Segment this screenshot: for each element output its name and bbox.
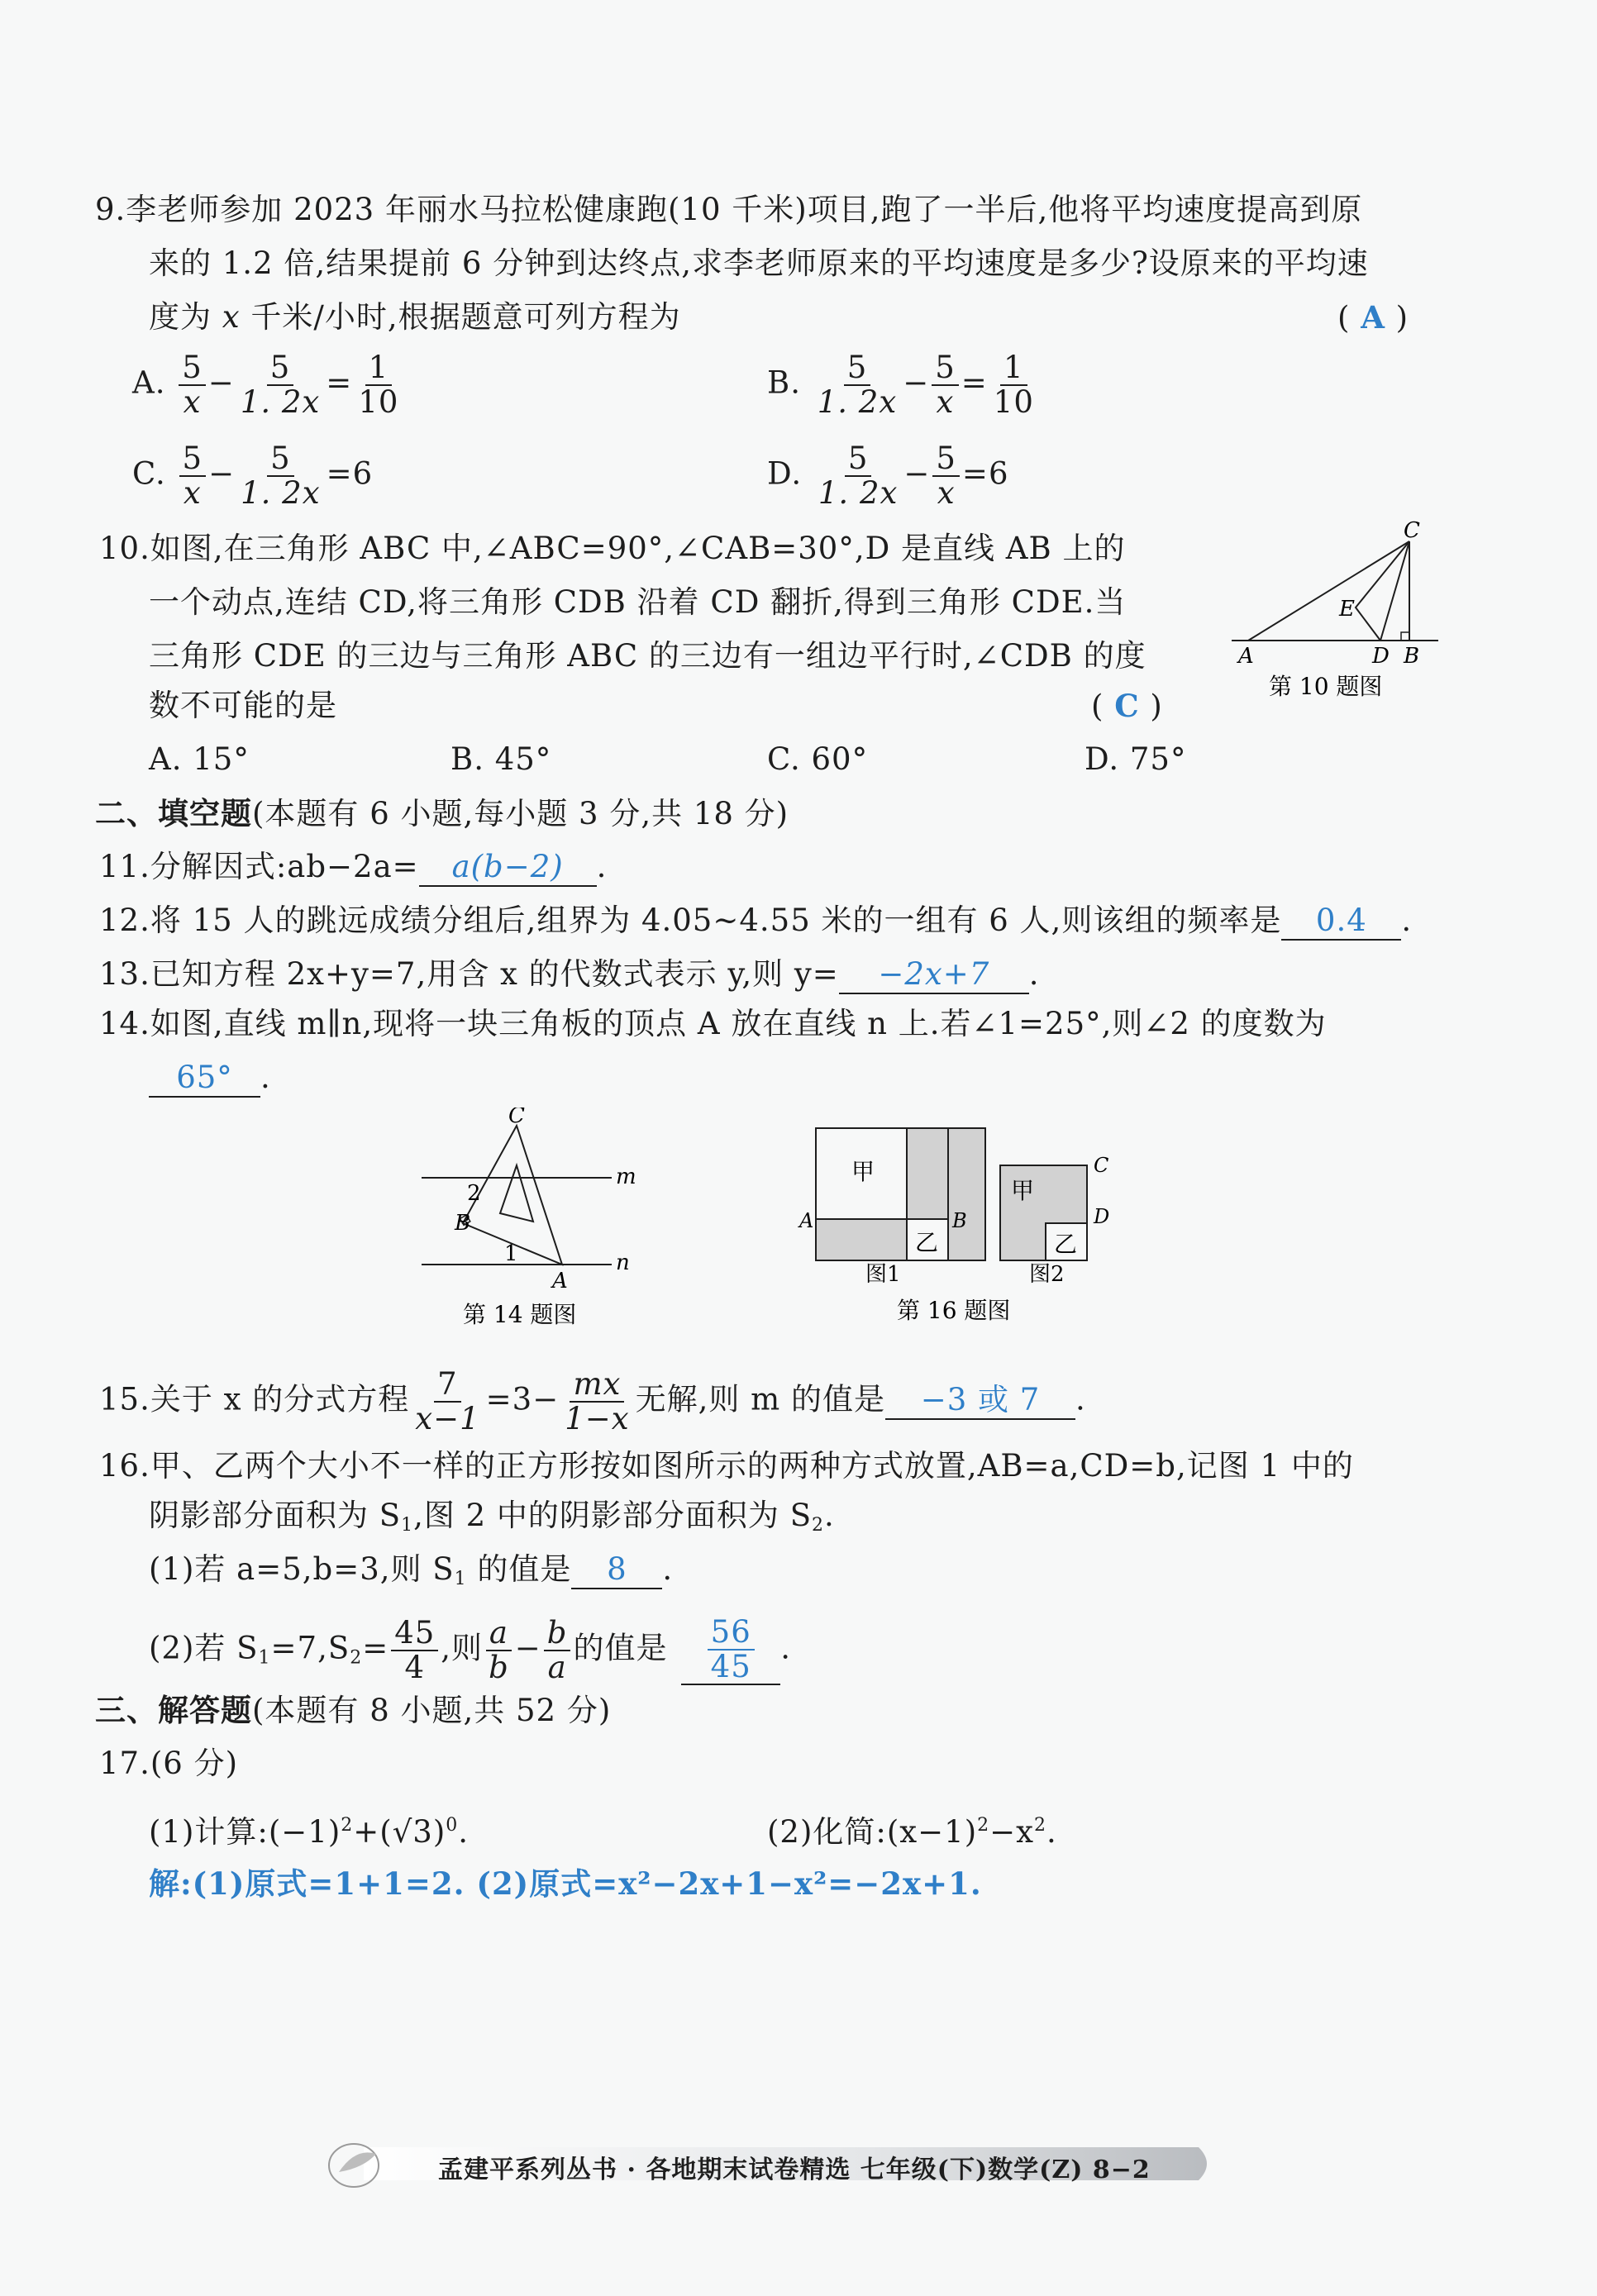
q10-label-a: A xyxy=(1238,644,1254,669)
q10-answer-paren: ( C ) xyxy=(1091,688,1163,724)
q9-line2: 来的 1.2 倍,结果提前 6 分钟到达终点,求李老师原来的平均速度是多少?设原来的平均速 xyxy=(149,245,1369,281)
q14-label-1: 1 xyxy=(504,1241,518,1266)
q9-answer: A xyxy=(1361,299,1385,336)
q14-label-b: B xyxy=(455,1211,471,1236)
q15: 15.关于 x 的分式方程 $\frac{7}{x-1}$ =3− $\frac{mx}{1-x}$ 无解,则 m 的值是 −3 或 7 . xyxy=(99,1366,1086,1436)
q9-line3: 度为 x 千米/小时,根据题意可列方程为 xyxy=(149,299,681,335)
q17-part2: (2)化简$:(x-1)^2-x^2$. xyxy=(767,1814,1057,1850)
q10-option-d: D. 75° xyxy=(1085,741,1187,777)
q10-option-c: C. 60° xyxy=(767,741,869,777)
q10-label-c: C xyxy=(1404,521,1420,543)
q16-figure xyxy=(789,1120,1137,1335)
q14-line1: 14.如图,直线 m∥n,现将一块三角板的顶点 A 放在直线 n 上.若∠1=25°,则∠2 的度数为 xyxy=(99,1006,1327,1041)
q14-answer: 65° xyxy=(149,1060,260,1098)
footer-text: 孟建平系列丛书 · 各地期末试卷精选 七年级(下)数学(Z) 8−2 xyxy=(438,2155,1151,2184)
q11-answer: a(b−2) xyxy=(419,849,597,887)
q16-label-a: A xyxy=(799,1209,814,1232)
q16-part2-answer: $\frac{56}{45}$ xyxy=(681,1616,780,1685)
q10-line2: 一个动点,连结 CD,将三角形 CDB 沿着 CD 翻折,得到三角形 CDE.当 xyxy=(149,584,1127,620)
q13-answer: −2x+7 xyxy=(839,956,1029,994)
q16-label-d: D xyxy=(1094,1205,1110,1228)
q16-fig1-caption: 图1 xyxy=(865,1262,901,1287)
q14-label-m: m xyxy=(616,1165,636,1189)
q9-answer-paren: ( A ) xyxy=(1337,299,1409,336)
q14-label-a: A xyxy=(552,1269,568,1293)
q9-option-c: C. $\frac{5}{x}$ − $\frac{5}{1. 2x}$ =6 xyxy=(132,441,374,511)
q14-figure xyxy=(413,1108,661,1331)
q16-label-c: C xyxy=(1094,1154,1109,1177)
q16-part1: (1)若 a=5,b=3,则 $S_1$ 的值是 8 . xyxy=(149,1551,674,1589)
q17-solution: 解:(1)原式=1+1=2. (2)原式=x²−2x+1−x²=−2x+1. xyxy=(149,1865,982,1902)
q9-option-b: B. $\frac{5}{1. 2x}$ − $\frac{5}{x}$ = $\frac{1}{10}$ xyxy=(767,350,1034,420)
q9-option-a: A. $\frac{5}{x}$ − $\frac{5}{1. 2x}$ = $\frac{1}{10}$ xyxy=(132,350,399,420)
q16-figure-caption: 第 16 题图 xyxy=(897,1297,1011,1324)
q16-label-b: B xyxy=(952,1209,967,1232)
q17-head: 17.(6 分) xyxy=(99,1746,239,1781)
q10-figure-caption: 第 10 题图 xyxy=(1269,673,1383,700)
q10-line4: 数不可能的是 xyxy=(149,688,337,723)
q9-option-d: D. $\frac{5}{1. 2x}$ − $\frac{5}{x}$ =6 xyxy=(767,441,1009,511)
q16-part1-answer: 8 xyxy=(571,1551,662,1589)
q10-label-b: B xyxy=(1404,644,1420,669)
q14-figure-caption: 第 14 题图 xyxy=(463,1301,577,1328)
q9-line1: 9.李老师参加 2023 年丽水马拉松健康跑(10 千米)项目,跑了一半后,他将平均速度提高到原 xyxy=(95,192,1363,227)
q14-label-c: C xyxy=(508,1108,525,1128)
section2-header: 二、填空题(本题有 6 小题,每小题 3 分,共 18 分) xyxy=(95,795,789,831)
q14-label-n: n xyxy=(616,1250,630,1275)
q16-fig1-jia: 甲 xyxy=(851,1158,875,1185)
q10-option-a: A. 15° xyxy=(149,741,250,777)
q16-fig2-yi: 乙 xyxy=(1054,1231,1078,1258)
q16-line2: 阴影部分面积为 $S_1$,图 2 中的阴影部分面积为 $S_2$. xyxy=(149,1498,835,1536)
q10-answer: C xyxy=(1114,688,1140,724)
q16-fig2-jia: 甲 xyxy=(1011,1177,1035,1204)
q10-option-b: B. 45° xyxy=(450,741,552,777)
page-footer xyxy=(314,2131,1223,2197)
q10-line3: 三角形 CDE 的三边与三角形 ABC 的三边有一组边平行时,∠CDB 的度 xyxy=(149,638,1147,674)
q10-figure xyxy=(1223,521,1455,711)
q11: 11.分解因式:ab−2a= a(b−2) . xyxy=(99,847,607,887)
q10-label-d: D xyxy=(1372,644,1390,669)
q12-answer: 0.4 xyxy=(1281,903,1401,941)
q15-answer: −3 或 7 xyxy=(885,1382,1075,1420)
q12: 12.将 15 人的跳远成绩分组后,组界为 4.05~4.55 米的一组有 6 人,则该组的频率是 0.4 . xyxy=(99,901,1412,941)
q16-fig2-caption: 图2 xyxy=(1029,1262,1065,1287)
q16-line1: 16.甲、乙两个大小不一样的正方形按如图所示的两种方式放置,AB=a,CD=b,记图 1 中的 xyxy=(99,1448,1354,1484)
q17-part1: (1)计算$:(-1)^2+(√3)^0$. xyxy=(149,1814,470,1850)
q13: 13.已知方程 2x+y=7,用含 x 的代数式表示 y,则 y= −2x+7 . xyxy=(99,955,1040,994)
q10-label-e: E xyxy=(1339,597,1355,622)
q16-part2: (2)若 $S_1=7,S_2=$ $\frac{45}{4}$ ,则 $\frac{a}{b}$ − $\frac{b}{a}$ 的值是 $\frac{56}{45}$ . xyxy=(149,1614,791,1685)
section3-header: 三、解答题(本题有 8 小题,共 52 分) xyxy=(95,1692,612,1728)
q16-fig1-yi: 乙 xyxy=(915,1229,939,1256)
q10-line1: 10.如图,在三角形 ABC 中,∠ABC=90°,∠CAB=30°,D 是直线 AB 上的 xyxy=(99,531,1126,566)
q14-line2: 65° . xyxy=(149,1058,271,1098)
q14-label-2: 2 xyxy=(467,1181,481,1206)
